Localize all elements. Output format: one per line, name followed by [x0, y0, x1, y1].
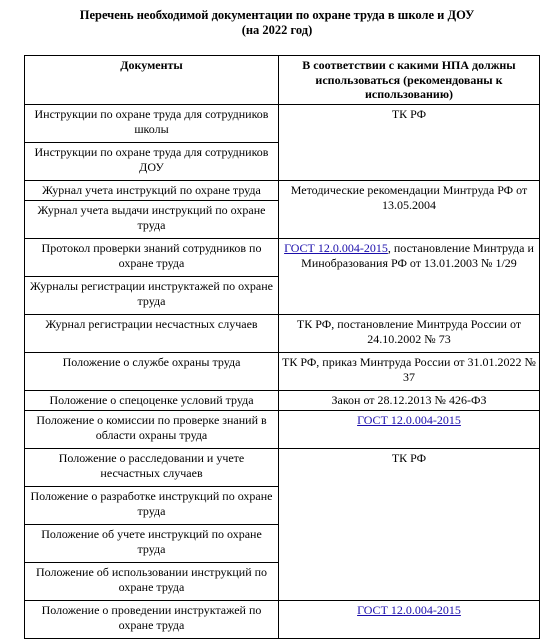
npa-cell: [279, 411, 540, 449]
npa-cell: ТК РФ, приказ Минтруда России от 31.01.2022 № 37: [279, 353, 540, 391]
npa-cell: ТК РФ, постановление Минтруда России от 24.10.2002 № 73: [279, 315, 540, 353]
title-line-1: Перечень необходимой документации по охране труда в школе и ДОУ: [79, 8, 475, 22]
document-cell: Положение об использовании инструкций по охране труда: [25, 563, 279, 601]
table-row: [25, 353, 540, 391]
document-cell: Журнал учета инструкций по охране труда: [25, 181, 279, 201]
table-row: [25, 239, 540, 277]
table-row: [25, 315, 540, 353]
title-line-2: (на 2022 год): [241, 23, 313, 37]
table-row: [25, 411, 540, 449]
document-cell: Положение о службе охраны труда: [25, 353, 279, 391]
document-cell: Журнал учета выдачи инструкций по охране труда: [25, 201, 279, 239]
document-cell: Положение о проведении инструктажей по охране труда: [25, 601, 279, 639]
npa-cell: Методические рекомендации Минтруда РФ от 13.05.2004: [279, 181, 540, 239]
document-cell: Положение о спецоценке условий труда: [25, 391, 279, 411]
npa-cell: [279, 601, 540, 639]
table-row: [25, 391, 540, 411]
document-cell: Инструкции по охране труда для сотрудников школы: [25, 105, 279, 143]
page-title: [0, 8, 554, 38]
documentation-table: [24, 55, 540, 639]
npa-cell: [279, 239, 540, 315]
table-row: [25, 601, 540, 639]
npa-cell: Закон от 28.12.2013 № 426-ФЗ: [279, 391, 540, 411]
gost-link[interactable]: ГОСТ 12.0.004-2015: [284, 241, 388, 255]
document-cell: Положение о комиссии по проверке знаний в области охраны труда: [25, 411, 279, 449]
document-cell: Журналы регистрации инструктажей по охране труда: [25, 277, 279, 315]
table-row: [25, 181, 540, 201]
header-documents: Документы: [25, 56, 279, 105]
table-header-row: [25, 56, 540, 105]
npa-cell: ТК РФ: [279, 105, 540, 181]
npa-cell: ТК РФ: [279, 449, 540, 601]
gost-link[interactable]: ГОСТ 12.0.004-2015: [357, 603, 461, 617]
npa-text: , постановление Минтруда и Минобразования РФ от 13.01.2003 № 1/29: [301, 241, 534, 270]
document-cell: Положение об учете инструкций по охране труда: [25, 525, 279, 563]
gost-link[interactable]: ГОСТ 12.0.004-2015: [357, 413, 461, 427]
header-npa: В соответствии с какими НПА должны использоваться (рекомендованы к использованию): [279, 56, 540, 105]
document-cell: Протокол проверки знаний сотрудников по охране труда: [25, 239, 279, 277]
table-row: [25, 105, 540, 143]
document-cell: Положение о разработке инструкций по охране труда: [25, 487, 279, 525]
document-cell: Журнал регистрации несчастных случаев: [25, 315, 279, 353]
document-cell: Инструкции по охране труда для сотрудников ДОУ: [25, 143, 279, 181]
document-cell: Положение о расследовании и учете несчастных случаев: [25, 449, 279, 487]
table-row: [25, 449, 540, 487]
